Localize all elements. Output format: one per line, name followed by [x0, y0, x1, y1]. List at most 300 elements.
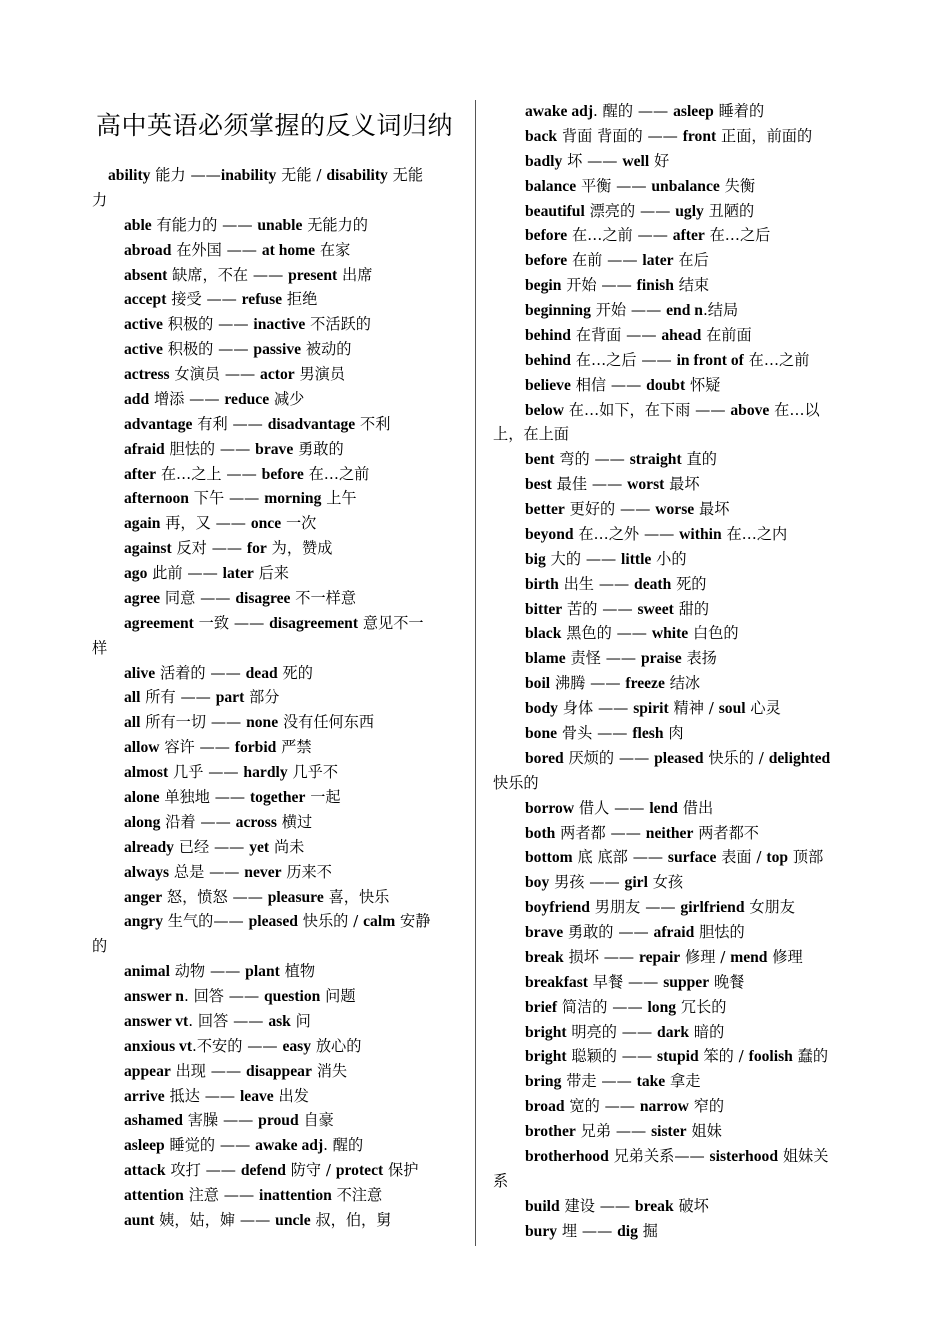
chinese-gloss: 单独地 ——	[159, 788, 250, 806]
chinese-gloss: 小的	[651, 549, 687, 568]
english-word: never	[244, 863, 282, 881]
chinese-gloss: 在…之外 ——	[573, 524, 680, 543]
chinese-gloss: 漂亮的 ——	[584, 201, 676, 220]
vocab-line	[493, 1146, 895, 1167]
chinese-gloss: 在…之后 ——	[570, 350, 677, 369]
english-word: pleased	[248, 913, 298, 931]
chinese-gloss: 好	[649, 151, 670, 170]
vocab-line	[92, 389, 488, 410]
english-word: almost	[124, 764, 169, 782]
english-word: disability	[326, 167, 388, 184]
english-word: awake adj	[525, 103, 594, 120]
vocab-line	[92, 364, 488, 385]
vocab-line	[92, 464, 488, 485]
chinese-gloss: 被动的	[301, 340, 352, 359]
page-title: 高中英语必须掌握的反义词归纳	[96, 111, 454, 140]
chinese-gloss: 的	[92, 937, 108, 956]
chinese-gloss: 平衡 ——	[576, 176, 652, 195]
english-word: soul	[718, 700, 746, 718]
english-word: easy	[282, 1037, 312, 1055]
english-word: sisterhood	[709, 1147, 778, 1165]
chinese-gloss: 早餐 ——	[587, 972, 664, 991]
vocab-line	[493, 325, 895, 346]
vocab-line	[493, 300, 895, 321]
chinese-gloss: 破坏	[673, 1196, 709, 1215]
chinese-gloss: 姨，姑，婶 ——	[154, 1210, 276, 1229]
chinese-gloss: 出现 ——	[170, 1061, 247, 1080]
vocab-line	[493, 574, 895, 595]
chinese-gloss: 活着的 ——	[155, 663, 246, 682]
chinese-gloss: 已经 ——	[173, 837, 250, 856]
english-word: disagreement	[269, 614, 359, 632]
english-word: broad	[525, 1098, 565, 1116]
chinese-gloss: 叔，伯，舅	[310, 1210, 392, 1229]
chinese-gloss: 安静	[395, 912, 431, 931]
vocab-line	[493, 897, 895, 918]
chinese-gloss: 样	[92, 638, 108, 657]
english-word: actor	[260, 366, 295, 384]
chinese-gloss: 借人 ——	[574, 798, 650, 817]
english-word: across	[235, 813, 277, 831]
chinese-gloss: 注意 ——	[183, 1186, 260, 1205]
chinese-gloss: 姐妹	[686, 1122, 722, 1141]
english-word: balance	[525, 177, 577, 195]
english-word: afraid	[653, 924, 695, 942]
chinese-gloss: 在家	[315, 240, 351, 259]
chinese-gloss: 抵达 ——	[164, 1086, 240, 1105]
chinese-gloss: 结冰	[664, 674, 701, 693]
vocab-line	[92, 687, 488, 708]
english-word: together	[249, 789, 306, 806]
vocab-line	[92, 712, 488, 733]
vocab-line	[92, 165, 472, 186]
english-word: alone	[124, 789, 160, 806]
vocab-line	[493, 201, 895, 222]
vocab-line	[92, 887, 488, 908]
english-word: hardly	[243, 764, 288, 782]
english-word: well	[622, 152, 650, 170]
english-word: protect	[335, 1162, 384, 1180]
english-word: calm	[363, 913, 396, 931]
chinese-gloss: 表面 /	[716, 848, 767, 867]
chinese-gloss: 上，在上面	[493, 425, 569, 444]
chinese-gloss: 几乎 ——	[168, 763, 244, 782]
vocab-line	[92, 961, 488, 982]
english-word: badly	[525, 152, 563, 170]
chinese-gloss: 容许 ——	[159, 738, 235, 757]
english-word: narrow	[639, 1098, 689, 1116]
vocab-line	[92, 439, 488, 460]
chinese-gloss: 埋 ——	[557, 1221, 618, 1240]
english-word: before	[261, 465, 304, 483]
chinese-gloss: 在…以	[769, 400, 820, 419]
english-word: brave	[525, 924, 564, 942]
english-word: bone	[525, 725, 558, 742]
chinese-gloss: 自豪	[298, 1111, 334, 1130]
chinese-gloss: 横过	[276, 812, 313, 831]
chinese-gloss: 怒，愤怒 ——	[162, 887, 268, 906]
chinese-gloss: 损坏 ——	[563, 947, 639, 966]
chinese-gloss: 顶部	[788, 848, 824, 867]
english-word: lend	[649, 799, 678, 817]
english-word: proud	[258, 1112, 299, 1130]
english-word: inability	[220, 167, 277, 184]
chinese-gloss: 增添 ——	[149, 389, 225, 408]
vocab-line	[493, 1196, 895, 1217]
chinese-gloss: 厌烦的 ——	[563, 748, 655, 767]
chinese-gloss: 骨头 ——	[557, 724, 633, 742]
english-word: ahead	[661, 326, 702, 344]
english-word: girl	[624, 874, 648, 892]
english-word: question	[264, 988, 321, 1006]
english-word: attack	[124, 1162, 166, 1180]
chinese-gloss: 在…之前	[303, 464, 370, 483]
english-word: against	[124, 540, 172, 558]
chinese-gloss: 胆怯的 ——	[164, 439, 256, 458]
chinese-gloss: 尚未	[269, 837, 305, 856]
vocab-line	[92, 613, 488, 634]
chinese-gloss: 在…之上 ——	[156, 464, 262, 483]
english-word: bright	[525, 1048, 567, 1066]
english-word: foolish	[748, 1048, 793, 1066]
vocab-line	[92, 1135, 488, 1156]
chinese-gloss: 在…之前	[743, 350, 810, 369]
vocab-line	[493, 922, 895, 943]
english-word: black	[525, 625, 562, 643]
chinese-gloss: 攻打 ——	[165, 1161, 241, 1180]
vocab-line	[493, 449, 895, 470]
english-word: flesh	[632, 725, 664, 742]
english-word: later	[642, 252, 674, 270]
english-word: awake adj	[255, 1137, 324, 1155]
english-word: present	[288, 266, 338, 284]
chinese-gloss: 表扬	[681, 649, 717, 668]
english-word: later	[222, 565, 254, 583]
english-word: breakfast	[525, 973, 588, 991]
chinese-gloss: 问题	[320, 987, 356, 1006]
english-word: always	[124, 863, 170, 881]
vocab-line	[92, 837, 488, 858]
chinese-gloss: 减少	[269, 389, 305, 408]
chinese-gloss: 无能 /	[276, 166, 327, 184]
chinese-gloss: 冗长的	[676, 997, 727, 1016]
chinese-gloss: 不一样意	[290, 588, 357, 607]
english-word: uncle	[275, 1211, 311, 1229]
english-word: for	[246, 540, 267, 558]
chinese-gloss: 正面，前面的	[716, 126, 813, 145]
chinese-gloss: 兄弟 ——	[575, 1122, 652, 1141]
english-word: bored	[525, 749, 564, 767]
english-word: answer vt	[124, 1012, 189, 1030]
chinese-gloss: 胆怯的	[694, 923, 745, 942]
english-word: white	[651, 625, 689, 643]
english-word: once	[250, 515, 282, 533]
english-word: both	[525, 824, 556, 842]
chinese-gloss: 男演员	[294, 365, 346, 384]
chinese-gloss: 死的	[671, 574, 707, 593]
chinese-gloss: 出发	[273, 1086, 309, 1105]
english-word: ago	[124, 565, 148, 583]
chinese-gloss: 有利 ——	[192, 414, 268, 433]
vocab-line	[493, 474, 895, 495]
vocab-line	[493, 972, 895, 993]
english-word: brother	[525, 1123, 576, 1141]
english-word: build	[525, 1197, 560, 1215]
chinese-gloss: 勇敢的 ——	[563, 923, 654, 942]
english-word: mend	[730, 948, 768, 966]
vocab-line	[92, 314, 488, 335]
vocab-line	[92, 986, 488, 1007]
vocab-line	[92, 1210, 488, 1231]
chinese-gloss: 再，又 ——	[160, 514, 251, 533]
vocab-line	[92, 563, 488, 584]
chinese-gloss: 不利	[355, 414, 391, 433]
vocab-line	[493, 872, 895, 893]
chinese-gloss: 一致 ——	[193, 613, 270, 632]
vocab-line	[493, 524, 895, 545]
english-word: ask	[268, 1012, 291, 1030]
english-word: angry	[124, 913, 163, 931]
chinese-gloss: 更好的 ——	[564, 500, 656, 519]
vocab-line	[493, 225, 895, 246]
chinese-gloss: .不安的 ——	[192, 1036, 283, 1055]
vocab-line	[92, 588, 488, 609]
english-word: refuse	[241, 291, 283, 309]
vocab-line	[493, 823, 895, 844]
english-word: after	[124, 465, 157, 483]
chinese-gloss: 开始 ——	[590, 301, 667, 320]
english-word: allow	[124, 739, 160, 757]
vocab-line	[92, 190, 456, 210]
chinese-gloss: 直的	[681, 450, 717, 469]
chinese-gloss: 严禁	[276, 738, 312, 757]
english-word: all	[124, 714, 141, 732]
chinese-gloss: 后来	[253, 564, 289, 583]
english-word: break	[525, 948, 564, 966]
vocab-line	[493, 773, 863, 793]
english-word: dig	[617, 1222, 638, 1240]
english-word: above	[730, 401, 770, 419]
chinese-gloss: 无能力的	[302, 215, 368, 234]
chinese-gloss: 生气的——	[162, 912, 249, 931]
vocab-line	[493, 1022, 895, 1043]
english-word: leave	[239, 1087, 274, 1105]
chinese-gloss: 相信 ——	[570, 375, 647, 394]
english-word: begin	[525, 277, 562, 295]
english-word: defend	[240, 1162, 286, 1180]
chinese-gloss: 在后	[673, 251, 709, 270]
vocab-line	[493, 1171, 863, 1191]
chinese-gloss: 拒绝	[282, 290, 318, 309]
vocab-line	[92, 240, 488, 261]
chinese-gloss: 意见不一	[358, 613, 424, 632]
chinese-gloss: 快乐的 /	[297, 912, 364, 931]
english-word: spirit	[633, 700, 669, 718]
english-word: believe	[525, 376, 571, 394]
chinese-gloss: 窄的	[688, 1097, 725, 1116]
chinese-gloss: 上午	[321, 489, 357, 508]
chinese-gloss: 失衡	[719, 176, 756, 195]
chinese-gloss: 明亮的 ——	[566, 1022, 658, 1041]
english-word: afternoon	[124, 490, 189, 508]
english-word: bent	[525, 451, 555, 469]
chinese-gloss: 下午 ——	[188, 489, 265, 508]
english-word: delighted	[768, 749, 831, 767]
chinese-gloss: 责怪 ——	[565, 649, 641, 668]
vocab-line	[493, 748, 895, 769]
vocab-line	[493, 847, 895, 868]
english-word: add	[124, 390, 150, 408]
vocab-line	[92, 812, 488, 833]
english-word: top	[766, 849, 789, 867]
english-word: little	[621, 550, 652, 568]
english-word: sister	[651, 1123, 687, 1141]
chinese-gloss: 反对 ——	[171, 539, 247, 558]
vocab-line	[493, 698, 895, 719]
vocab-line	[493, 723, 895, 744]
english-word: dead	[245, 664, 278, 682]
english-word: dark	[657, 1023, 690, 1041]
chinese-gloss: 问	[290, 1011, 311, 1030]
english-word: asleep	[124, 1137, 165, 1155]
vocab-line	[92, 488, 488, 509]
english-word: unable	[257, 216, 303, 234]
english-word: agree	[124, 589, 161, 607]
english-word: before	[525, 227, 568, 245]
chinese-gloss: 晚餐	[709, 972, 745, 991]
vocab-line	[493, 549, 895, 570]
english-word: end n	[666, 302, 703, 320]
chinese-gloss: 苦的 ——	[562, 599, 638, 618]
english-word: arrive	[124, 1087, 165, 1105]
english-word: boy	[525, 874, 550, 892]
vocab-line	[92, 1185, 488, 1206]
chinese-gloss: 积极的 ——	[162, 315, 254, 334]
english-word: disadvantage	[267, 415, 356, 433]
chinese-gloss: 男朋友 ——	[589, 898, 681, 917]
chinese-gloss: 姐妹关	[778, 1146, 829, 1165]
chinese-gloss: 在…如下，在下雨 ——	[563, 400, 731, 419]
vocab-line	[493, 101, 895, 122]
vocab-line	[493, 126, 895, 147]
chinese-gloss: 身体 ——	[557, 699, 634, 718]
chinese-gloss: 缺席，不在 ——	[167, 265, 289, 284]
chinese-gloss: 几乎不	[287, 763, 339, 782]
vocab-line	[92, 762, 488, 783]
vocab-line	[493, 499, 895, 520]
chinese-gloss: 女孩	[647, 873, 684, 892]
english-word: actress	[124, 366, 170, 384]
chinese-gloss: 快乐的	[493, 773, 539, 792]
chinese-gloss: 保护	[383, 1161, 419, 1180]
chinese-gloss: 积极的 ——	[162, 340, 254, 359]
english-word: aunt	[124, 1211, 155, 1229]
chinese-gloss: 出席	[337, 265, 373, 284]
english-word: again	[124, 515, 161, 533]
english-word: brave	[255, 440, 294, 458]
english-word: neither	[645, 824, 694, 842]
english-word: long	[647, 998, 677, 1016]
chinese-gloss: 两者都不	[693, 823, 759, 842]
chinese-gloss: 女演员 ——	[169, 365, 261, 384]
chinese-gloss: 甜的	[673, 599, 710, 618]
vocab-line	[92, 289, 488, 310]
english-word: ugly	[675, 202, 704, 220]
vocab-line	[493, 599, 895, 620]
chinese-gloss: 所有 ——	[140, 688, 216, 707]
chinese-gloss: . 醒的	[323, 1136, 364, 1155]
chinese-gloss: 女朋友	[744, 898, 795, 917]
vocab-line	[92, 215, 488, 236]
english-word: back	[525, 127, 558, 145]
vocab-line	[493, 176, 895, 197]
english-word: morning	[264, 490, 322, 508]
chinese-gloss: 部分	[244, 688, 280, 707]
chinese-gloss: 在…之内	[721, 524, 788, 543]
english-word: anger	[124, 888, 163, 906]
english-word: straight	[629, 451, 682, 469]
vocab-line	[92, 1086, 488, 1107]
english-word: behind	[525, 351, 571, 369]
english-word: pleased	[654, 749, 704, 767]
chinese-gloss: 防守 /	[285, 1161, 336, 1180]
english-word: worst	[627, 476, 665, 494]
vocab-line	[92, 911, 488, 932]
vocab-line	[493, 648, 895, 669]
chinese-gloss: 总是 ——	[169, 862, 245, 881]
chinese-gloss: 肉	[663, 724, 684, 742]
english-word: inactive	[253, 316, 306, 334]
english-word: big	[525, 550, 546, 568]
english-word: none	[246, 714, 279, 732]
vocab-line	[92, 787, 488, 808]
english-word: at home	[261, 241, 316, 259]
chinese-gloss: 同意 ——	[160, 588, 236, 607]
chinese-gloss: 在…之前 ——	[567, 226, 673, 245]
chinese-gloss: 建设 ——	[559, 1196, 635, 1215]
chinese-gloss: 背面 背面的 ——	[557, 126, 683, 145]
english-word: boyfriend	[525, 899, 590, 917]
english-word: abroad	[124, 241, 172, 259]
chinese-gloss: 喜，快乐	[323, 887, 390, 906]
english-word: plant	[245, 963, 280, 981]
chinese-gloss: 历来不	[281, 862, 332, 881]
chinese-gloss: 两者都 ——	[555, 823, 646, 842]
chinese-gloss: 有能力的 ——	[151, 215, 258, 234]
chinese-gloss: 白色的	[688, 624, 739, 643]
english-word: bring	[525, 1073, 562, 1091]
vocab-line	[493, 623, 895, 644]
chinese-gloss: 兄弟关系——	[608, 1146, 710, 1165]
english-word: ability	[108, 167, 151, 184]
english-word: appear	[124, 1062, 171, 1080]
chinese-gloss: 蠢的	[792, 1047, 829, 1066]
chinese-gloss: 不注意	[331, 1186, 383, 1205]
chinese-gloss: 带走 ——	[561, 1072, 637, 1091]
english-word: blame	[525, 650, 566, 668]
chinese-gloss: 睡着的	[713, 102, 765, 120]
chinese-gloss: 植物	[279, 962, 316, 981]
chinese-gloss: 一起	[305, 788, 341, 806]
english-word: brotherhood	[525, 1147, 609, 1165]
english-word: in front of	[676, 351, 744, 369]
english-word: repair	[638, 948, 681, 966]
english-word: attention	[124, 1187, 184, 1205]
chinese-gloss: 无能	[387, 166, 424, 184]
chinese-gloss: 快乐的 /	[703, 748, 769, 767]
english-word: before	[525, 252, 568, 270]
english-word: take	[636, 1073, 666, 1091]
